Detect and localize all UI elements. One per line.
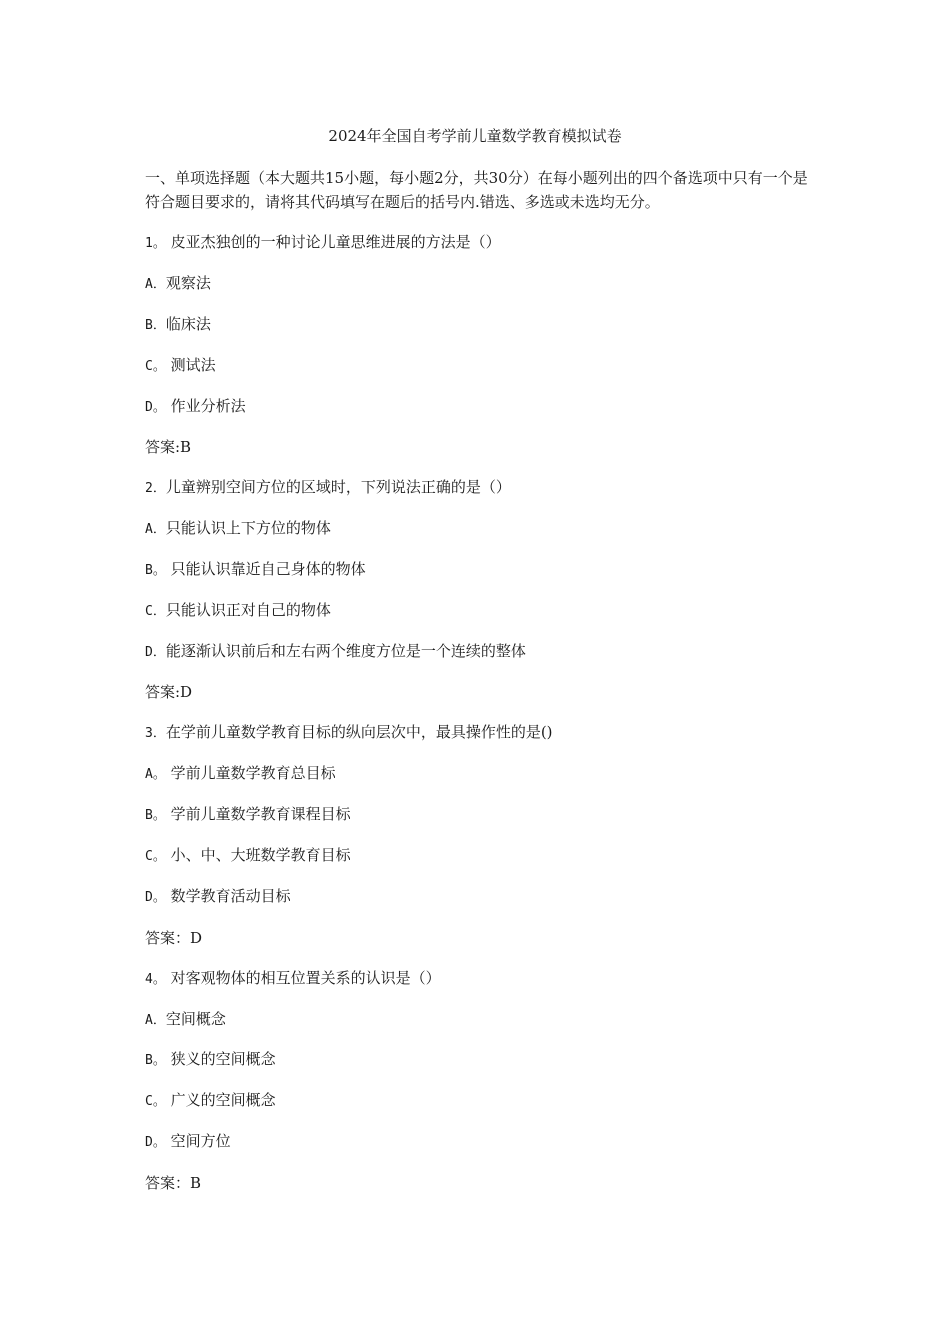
option-label: A。 bbox=[145, 767, 166, 782]
option-text: 只能认识正对自己的物体 bbox=[165, 601, 331, 619]
option-text: 狭义的空间概念 bbox=[165, 1050, 276, 1068]
option-text: 只能认识上下方位的物体 bbox=[165, 519, 331, 537]
question-4 bbox=[145, 968, 441, 990]
question-text: 对客观物体的相互位置关系的认识是（） bbox=[165, 969, 441, 987]
question-1-option-a bbox=[145, 273, 211, 295]
option-label: C。 bbox=[145, 1094, 166, 1109]
question-3-option-a bbox=[145, 763, 336, 785]
question-3-option-d bbox=[145, 886, 291, 908]
option-label: D． bbox=[145, 645, 166, 660]
option-label: B。 bbox=[145, 1053, 166, 1068]
option-label: B。 bbox=[145, 563, 166, 578]
option-text: 空间方位 bbox=[165, 1132, 231, 1150]
question-1-option-d bbox=[145, 396, 246, 418]
question-4-option-b bbox=[145, 1049, 276, 1071]
question-1-option-b bbox=[145, 314, 211, 336]
option-label: D。 bbox=[145, 890, 166, 905]
question-2-option-a bbox=[145, 518, 331, 540]
question-2-answer: 答案:D bbox=[145, 683, 193, 701]
question-number: 2． bbox=[145, 481, 166, 496]
option-text: 能逐渐认识前后和左右两个维度方位是一个连续的整体 bbox=[165, 642, 526, 660]
option-label: B． bbox=[145, 318, 166, 333]
question-number: 1。 bbox=[145, 236, 166, 251]
option-text: 测试法 bbox=[165, 356, 216, 374]
option-text: 作业分析法 bbox=[165, 397, 246, 415]
option-text: 只能认识靠近自己身体的物体 bbox=[165, 560, 366, 578]
question-1-option-c bbox=[145, 355, 216, 377]
option-text: 小、中、大班数学教育目标 bbox=[165, 846, 351, 864]
question-text: 皮亚杰独创的一种讨论儿童思维进展的方法是（） bbox=[165, 233, 501, 251]
question-text: 儿童辨别空间方位的区域时，下列说法正确的是（） bbox=[165, 478, 511, 496]
question-3 bbox=[145, 722, 553, 744]
option-label: A． bbox=[145, 522, 166, 537]
question-3-answer: 答案：D bbox=[145, 929, 203, 947]
question-2-option-b bbox=[145, 559, 366, 581]
section-instructions: 一、单项选择题（本大题共15小题，每小题2分，共30分）在每小题列出的四个备选项中只有一个是符合题目要求的，请将其代码填写在题后的括号内.错选、多选或未选均无分。 bbox=[145, 169, 808, 211]
question-1 bbox=[145, 232, 501, 254]
option-label: B。 bbox=[145, 808, 166, 823]
option-label: C。 bbox=[145, 359, 166, 374]
question-text: 在学前儿童数学教育目标的纵向层次中，最具操作性的是() bbox=[165, 723, 553, 741]
option-text: 空间概念 bbox=[165, 1010, 226, 1028]
question-number: 3． bbox=[145, 726, 166, 741]
option-text: 广义的空间概念 bbox=[165, 1091, 276, 1109]
question-4-option-c bbox=[145, 1090, 276, 1112]
question-3-option-b bbox=[145, 804, 351, 826]
option-label: D。 bbox=[145, 400, 166, 415]
option-text: 学前儿童数学教育课程目标 bbox=[165, 805, 351, 823]
option-label: A． bbox=[145, 277, 166, 292]
option-text: 观察法 bbox=[165, 274, 211, 292]
option-label: C。 bbox=[145, 849, 166, 864]
question-4-option-a bbox=[145, 1009, 226, 1031]
question-2 bbox=[145, 477, 511, 499]
question-3-option-c bbox=[145, 845, 351, 867]
page-title: 2024年全国自考学前儿童数学教育模拟试卷 bbox=[328, 127, 622, 145]
option-label: D。 bbox=[145, 1135, 166, 1150]
option-text: 数学教育活动目标 bbox=[165, 887, 291, 905]
option-label: A． bbox=[145, 1013, 166, 1028]
question-1-answer: 答案:B bbox=[145, 438, 192, 456]
option-label: C． bbox=[145, 604, 166, 619]
option-text: 临床法 bbox=[165, 315, 211, 333]
question-4-option-d bbox=[145, 1131, 231, 1153]
question-4-answer: 答案：B bbox=[145, 1174, 202, 1192]
question-2-option-d bbox=[145, 641, 526, 663]
option-text: 学前儿童数学教育总目标 bbox=[165, 764, 336, 782]
question-2-option-c bbox=[145, 600, 331, 622]
question-number: 4。 bbox=[145, 972, 166, 987]
